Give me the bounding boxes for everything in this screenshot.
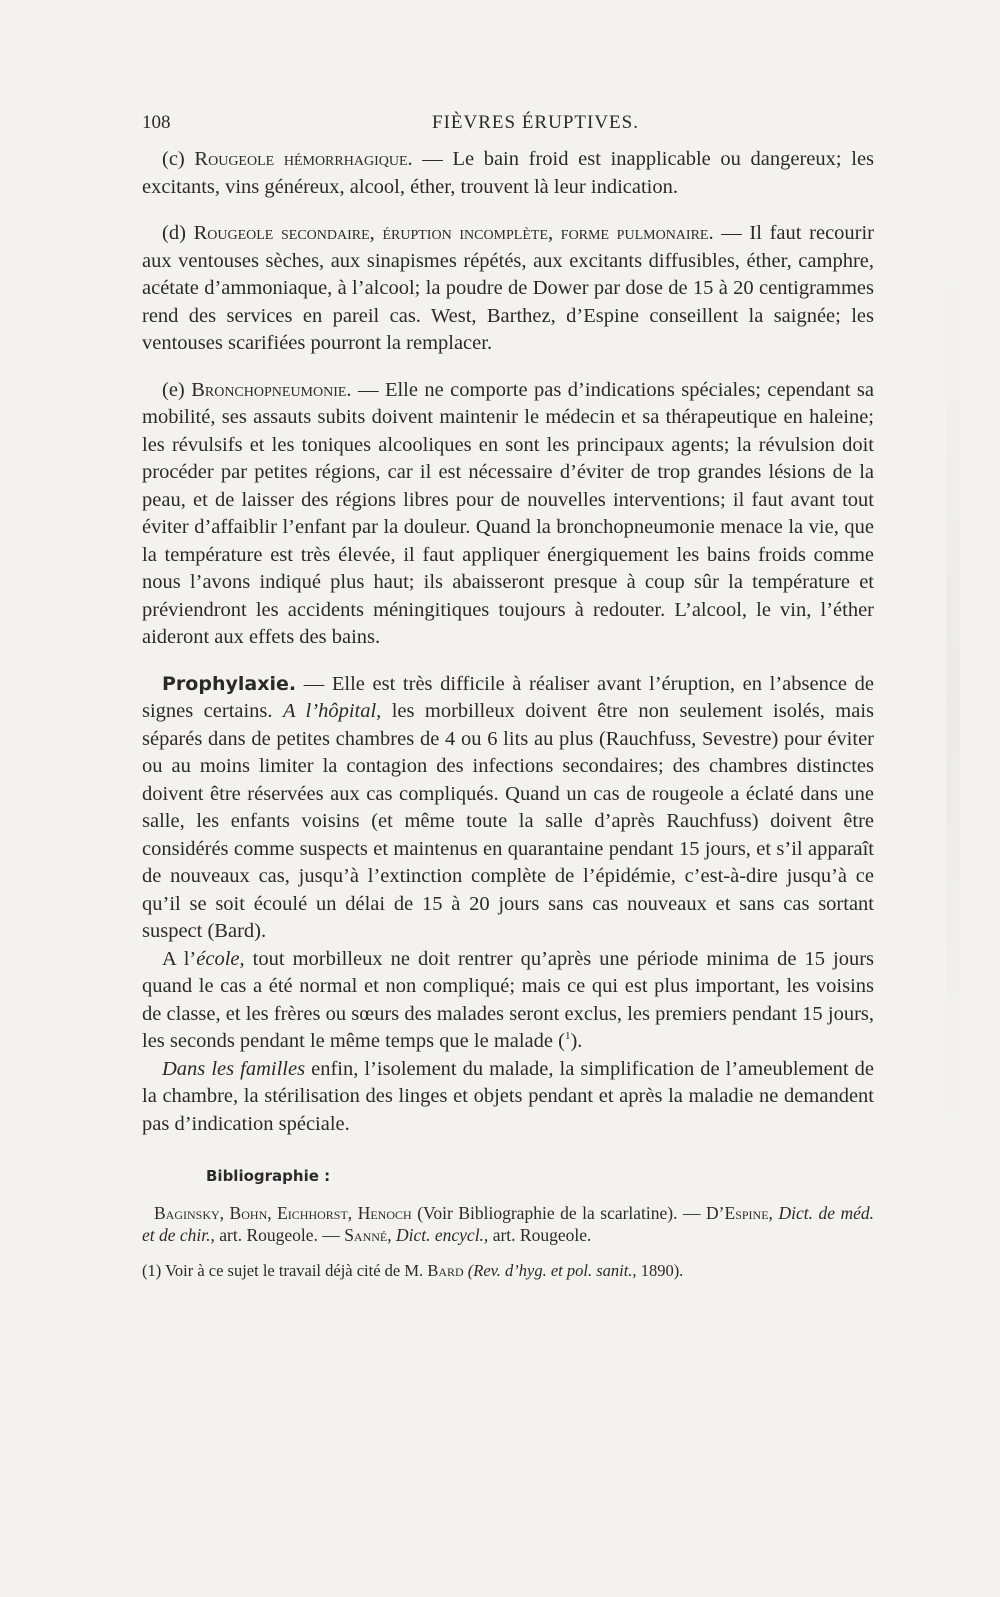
- footnote-italic: (Rev. d’hyg. et pol. sanit.,: [467, 1260, 637, 1280]
- footnote-author: Bard: [427, 1260, 464, 1280]
- footnote-mark: (1): [142, 1260, 162, 1280]
- para-d-text: — Il faut recourir aux ventouses sèches, aux sinapismes répétés, aux excitants diffusibles, éther, camphre, acétate d’ammoniaque, à l’alcool; la poudre de Dower par dose de 15 à 20 centigrammes rend des services en pareil cas. West, Barthez, d’Espine conseillent la saignée; les ventouses scarifiées pourront la remplacer.: [142, 222, 875, 354]
- footnote-reference: 1: [564, 1030, 571, 1043]
- bibliography-heading: Bibliographie :: [206, 1167, 331, 1185]
- ecole-suffix: ).: [570, 1030, 583, 1052]
- paragraph-ecole: [142, 946, 874, 1056]
- bibliography-text-3: art. Rougeole.: [492, 1224, 592, 1245]
- bibliography-italic-1: Dict. de méd. et de chir.,: [142, 1202, 875, 1245]
- bibliography-text-2: art. Rougeole. —: [219, 1224, 340, 1245]
- familles-text: enfin, l’isolement du malade, la simplification de l’ameublement de la chambre, la stérilisation des linges et objets pendant et après la maladie ne demandent pas d’indication spéciale.: [142, 1057, 875, 1135]
- running-title: FIÈVRES ÉRUPTIVES.: [432, 112, 639, 133]
- familles-italic: Dans les familles: [162, 1057, 306, 1080]
- bibliography-entry: [142, 1202, 874, 1246]
- prophylaxie-heading: Prophylaxie.: [162, 672, 297, 695]
- para-d-label: (d): [162, 222, 186, 244]
- ecole-italic: école,: [196, 947, 245, 970]
- prophylaxie-text-2: les morbilleux doivent être non seulement isolés, mais séparés dans de petites chambres de 4 ou 6 lits au plus (Rauchfuss, Sevestre) pour éviter ou au moins limiter la contagion des infections secondaires; des chambres distinctes doivent être réservées aux cas compliqués. Quand un cas de rougeole a éclaté dans une salle, les enfants voisins (et même toute la salle d’après Rauchfuss) doivent être considérés comme suspects et maintenus en quarantaine pendant 15 jours, et s’il apparaît de nouveaux cas, jusqu’à l’extinction complète de l’épidémie, c’est-à-dire jusqu’à ce qu’il se soit écoulé un délai de 15 à 20 jours sans cas nouveaux et sans cas sortant suspect (Bard).: [142, 700, 874, 942]
- ecole-prefix: A l’: [162, 947, 197, 970]
- bibliography-italic-2: Dict. encycl.,: [396, 1224, 489, 1245]
- para-e-title: Bronchopneumonie.: [191, 378, 352, 401]
- prophylaxie-italic: A l’hôpital,: [282, 700, 382, 722]
- paragraph-familles: [142, 1056, 874, 1139]
- paragraph-e: [142, 377, 874, 652]
- ecole-text: tout morbilleux ne doit rentrer qu’après une période minima de 15 jours quand le cas a été normal et non compliqué; mais ce qui est plus important, les voisins de classe, et les frères ou sœurs des malades seront exclus, les premiers pendant 15 jours, les seconds pendant le même temps que le malade (: [142, 947, 875, 1052]
- para-e-text: — Elle ne comporte pas d’indications spéciales; cependant sa mobilité, ses assauts subits doivent maintenir le médecin et sa thérapeutique en haleine; les révulsifs et les toniques alcooliques en sont les principaux agents; la révulsion doit procéder par petites régions, car il est nécessaire d’éviter de trop grandes lésions de la peau, et de laisser des régions libres pour de nouvelles interventions; il faut avant tout éviter d’affaiblir l’enfant par la douleur. Quand la bronchopneumonie menace la vie, que la température est très élevée, il faut appliquer énergiquement les bains froids comme nous l’avons indiqué plus haut; ils abaisseront presque à coup sûr la température et préviendront les accidents méningitiques toujours à redouter. L’alcool, le vin, l’éther aideront aux effets des bains.: [142, 378, 874, 648]
- footnote-text: Voir à ce sujet le travail déjà cité de M.: [165, 1260, 424, 1280]
- prophylaxie-text-1: — Elle est très difficile à réaliser avant l’éruption, en l’absence de signes certains.: [142, 672, 875, 722]
- bibliography-author-3: Sanné,: [344, 1224, 392, 1245]
- para-e-label: (e): [162, 378, 185, 401]
- paragraph-prophylaxie: [142, 671, 874, 946]
- page-number: 108: [142, 112, 171, 133]
- bibliography-authors: Baginsky, Bohn, Eichhorst, Henoch: [154, 1202, 412, 1223]
- para-c-label: (c): [162, 148, 185, 170]
- bleed-through-shadow: [946, 250, 960, 1150]
- bibliography-author-2: D’Espine,: [706, 1202, 773, 1223]
- paragraph-c: [142, 146, 874, 201]
- footnote: [142, 1260, 874, 1282]
- para-c-title: Rougeole hémorrhagique.: [194, 148, 413, 170]
- footnote-end: 1890).: [640, 1260, 684, 1280]
- bibliography-text-1: (Voir Bibliographie de la scarlatine). —: [417, 1202, 701, 1223]
- page-body: [142, 146, 874, 1282]
- para-d-title: Rougeole secondaire, éruption incomplète, forme pulmonaire.: [193, 222, 714, 244]
- para-c-text: — Le bain froid est inapplicable ou dangereux; les excitants, vins généreux, alcool, éther, trouvent là leur indication.: [142, 148, 875, 198]
- paragraph-d: [142, 220, 874, 358]
